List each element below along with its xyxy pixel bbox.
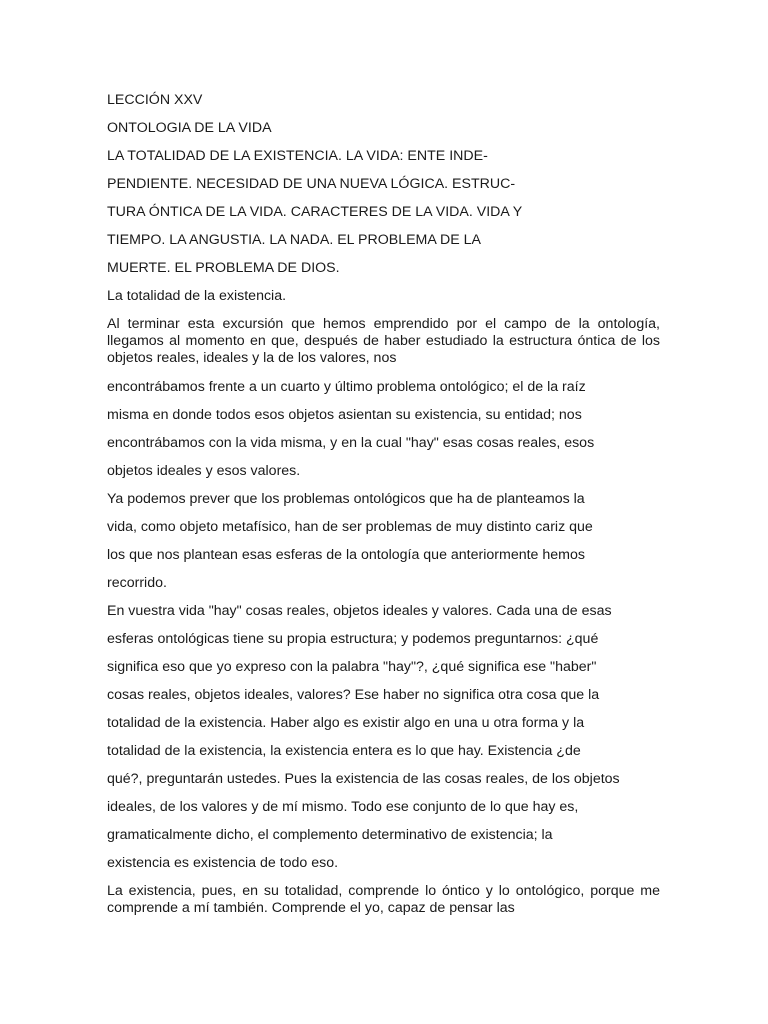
summary-line: MUERTE. EL PROBLEMA DE DIOS. [107, 260, 340, 276]
text-line: esferas ontológicas tiene su propia estructura; y podemos preguntarnos: ¿qué [107, 631, 599, 647]
text-line: Ya podemos prever que los problemas ontológicos que ha de planteamos la [107, 491, 585, 507]
text-line: En vuestra vida "hay" cosas reales, objetos ideales y valores. Cada una de esas [107, 603, 612, 619]
text-line: significa eso que yo expreso con la palabra "hay"?, ¿qué significa ese "haber" [107, 659, 597, 675]
text-line: qué?, preguntarán ustedes. Pues la existencia de las cosas reales, de los objetos [107, 771, 620, 787]
text-line: objetos ideales y esos valores. [107, 463, 301, 479]
body-paragraph: Al terminar esta excursión que hemos emprendido por el campo de la ontología, llegamos al momento en que, después de haber estudiado la estructura óntica de los objetos reales, ideales y la de los valores, nos [107, 316, 660, 366]
summary-line: TURA ÓNTICA DE LA VIDA. CARACTERES DE LA VIDA. VIDA Y [107, 204, 523, 220]
text-line: encontrábamos frente a un cuarto y último problema ontológico; el de la raíz [107, 379, 586, 395]
text-line: totalidad de la existencia, la existencia entera es lo que hay. Existencia ¿de [107, 743, 581, 759]
text-line: recorrido. [107, 575, 167, 591]
text-line: misma en donde todos esos objetos asientan su existencia, su entidad; nos [107, 407, 582, 423]
text-line: vida, como objeto metafísico, han de ser problemas de muy distinto cariz que [107, 519, 593, 535]
text-line: encontrábamos con la vida misma, y en la cual "hay" esas cosas reales, esos [107, 435, 595, 451]
lesson-number: LECCIÓN XXV [107, 92, 203, 108]
text-line: gramaticalmente dicho, el complemento determinativo de existencia; la [107, 827, 553, 843]
lesson-title: ONTOLOGIA DE LA VIDA [107, 120, 272, 136]
text-line: los que nos plantean esas esferas de la ontología que anteriormente hemos [107, 547, 585, 563]
body-paragraph: La existencia, pues, en su totalidad, comprende lo óntico y lo ontológico, porque me comprende a mí también. Comprende el yo, capaz de pensar las [107, 883, 660, 916]
text-line: existencia es existencia de todo eso. [107, 855, 339, 871]
text-line: ideales, de los valores y de mí mismo. Todo ese conjunto de lo que hay es, [107, 799, 579, 815]
summary-line: TIEMPO. LA ANGUSTIA. LA NADA. EL PROBLEMA DE LA [107, 232, 481, 248]
text-line: totalidad de la existencia. Haber algo es existir algo en una u otra forma y la [107, 715, 585, 731]
summary-line: LA TOTALIDAD DE LA EXISTENCIA. LA VIDA: ENTE INDE- [107, 148, 488, 164]
summary-line: PENDIENTE. NECESIDAD DE UNA NUEVA LÓGICA. ESTRUC- [107, 176, 516, 192]
text-line: cosas reales, objetos ideales, valores? Ese haber no significa otra cosa que la [107, 687, 600, 703]
section-heading: La totalidad de la existencia. [107, 288, 287, 304]
